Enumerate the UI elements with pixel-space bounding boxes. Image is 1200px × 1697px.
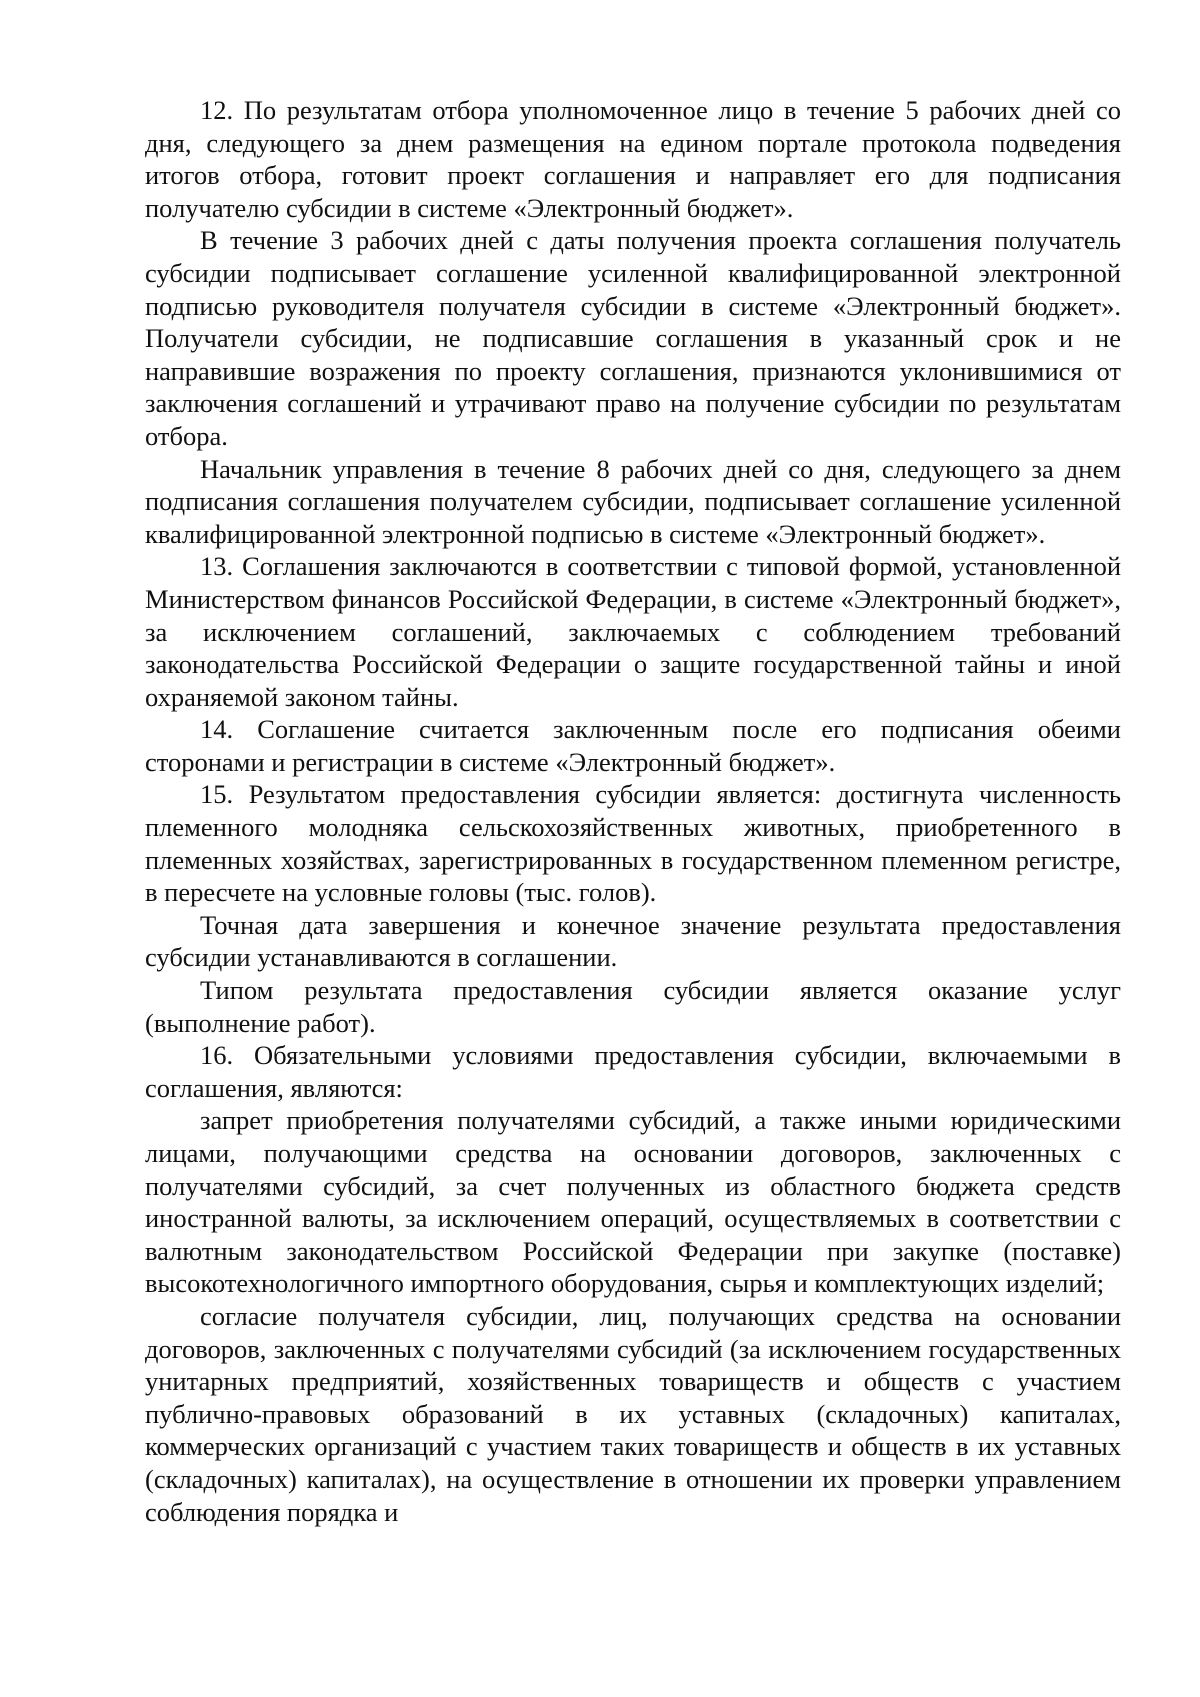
paragraph-result-type: Типом результата предоставления субсидии является оказание услуг (выполнение работ). xyxy=(145,975,1121,1038)
paragraph-head-signing: Начальник управления в течение 8 рабочих дней со дня, следующего за днем подписания соглашения получателем субсидии, подписывает соглашение усиленной квалифицированной электронной подписью в системе «Электронный бюджет». xyxy=(145,453,1121,549)
paragraph-16: 16. Обязательными условиями предоставления субсидии, включаемыми в соглашения, являются: xyxy=(145,1040,1121,1103)
paragraph-agreement-signing: В течение 3 рабочих дней с даты получения проекта соглашения получатель субсидии подписывает соглашение усиленной квалифицированной электронной подписью руководителя получателя субсидии в системе «Электронный бюджет». Получатели субсидии, не подписавшие соглашения в указанный срок и не направившие возражения по проекту соглашения, признаются уклонившимися от заключения соглашений и утрачивают право на получение субсидии по результатам отбора. xyxy=(145,225,1121,451)
paragraph-currency-ban: запрет приобретения получателями субсидий, а также иными юридическими лицами, получающими средства на основании договоров, заключенных с получателями субсидий, за счет полученных из областного бюджета средств иностранной валюты, за исключением операций, осуществляемых в соответствии с валютным законодательством Российской Федерации при закупке (поставке) высокотехнологичного импортного оборудования, сырья и комплектующих изделий; xyxy=(145,1105,1121,1299)
paragraph-consent: согласие получателя субсидии, лиц, получающих средства на основании договоров, заключенных с получателями субсидий (за исключением государственных унитарных предприятий, хозяйственных товариществ и обществ с участием публично-правовых образований в их уставных (складочных) капиталах, коммерческих организаций с участием таких товариществ и обществ в их уставных (складочных) капиталах), на осуществление в отношении их проверки управлением соблюдения порядка и xyxy=(145,1300,1121,1527)
paragraph-15: 15. Результатом предоставления субсидии является: достигнута численность племенного молодняка сельскохозяйственных животных, приобретенного в племенных хозяйствах, зарегистрированных в государственном племенном регистре, в пересчете на условные головы (тыс. голов). xyxy=(145,779,1121,908)
paragraph-result-date: Точная дата завершения и конечное значение результата предоставления субсидии устанавливаются в соглашении. xyxy=(145,909,1121,973)
paragraph-13: 13. Соглашения заключаются в соответствии с типовой формой, установленной Министерством финансов Российской Федерации, в системе «Электронный бюджет», за исключением соглашений, заключаемых с соблюдением требований законодательства Российской Федерации о защите государственной тайны и иной охраняемой законом тайны. xyxy=(145,551,1121,712)
paragraph-12: 12. По результатам отбора уполномоченное лицо в течение 5 рабочих дней со дня, следующего за днем размещения на едином портале протокола подведения итогов отбора, готовит проект соглашения и направляет его для подписания получателю субсидии в системе «Электронный бюджет». xyxy=(145,95,1121,223)
document-page xyxy=(145,94,1121,1528)
paragraph-14: 14. Соглашение считается заключенным после его подписания обеими сторонами и регистрации в системе «Электронный бюджет». xyxy=(145,714,1121,777)
